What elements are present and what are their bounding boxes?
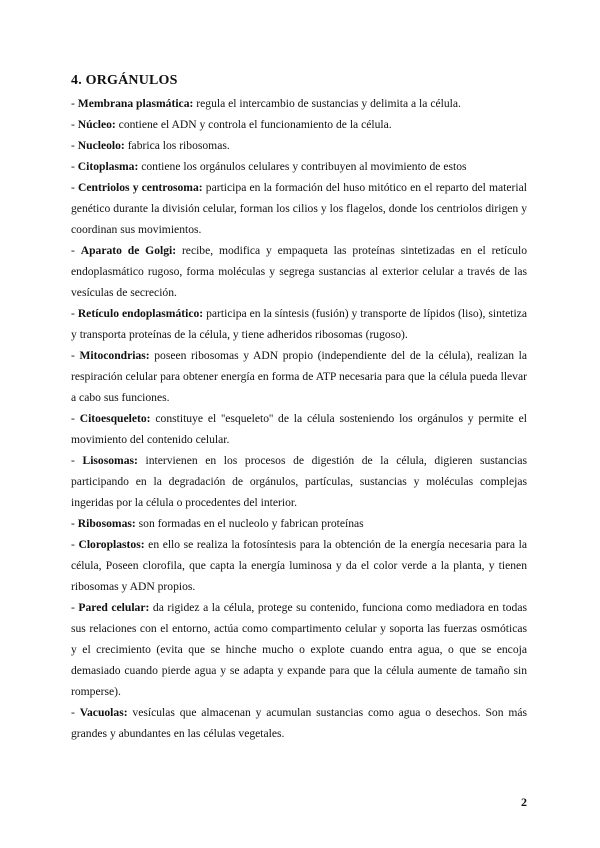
organelle-item xyxy=(71,156,527,177)
organelle-term: Centriolos y centrosoma: xyxy=(78,181,203,194)
item-prefix: - xyxy=(71,244,81,257)
page-content xyxy=(71,72,527,744)
organelle-description: son formadas en el nucleolo y fabrican proteínas xyxy=(138,517,364,530)
organelle-term: Vacuolas: xyxy=(79,706,128,719)
item-prefix: - xyxy=(71,307,78,320)
organelle-description: participa en la síntesis (fusión) y transporte de lípidos (liso), sintetiza y transporta proteínas de la célula, y tiene adheridos ribosomas (rugoso). xyxy=(71,307,527,341)
organelle-term: Citoplasma: xyxy=(77,160,139,173)
organelle-description: en ello se realiza la fotosíntesis para la obtención de la energía necesaria para la célula, Poseen clorofila, que capta la energía luminosa y da el color verde a la planta, y tienen ribosomas y ADN propios. xyxy=(71,538,527,593)
organelle-term: Pared celular: xyxy=(78,601,150,614)
organelle-description: contiene el ADN y controla el funcionamiento de la célula. xyxy=(118,118,392,131)
organelle-term: Nucleolo: xyxy=(77,139,125,152)
organelle-description: intervienen en los procesos de digestión de la célula, digieren sustancias participando en la degradación de orgánulos, partículas, sustancias y moléculas complejas ingeridas por la célula o procedentes del interior. xyxy=(71,454,527,509)
organelle-term: Retículo endoplasmático: xyxy=(77,307,204,320)
organelle-term: Citoesqueleto: xyxy=(79,412,151,425)
organelle-description: constituye el ''esqueleto'' de la célula sosteniendo los orgánulos y permite el movimiento del contenido celular. xyxy=(71,412,528,446)
organelle-item xyxy=(71,177,527,240)
item-prefix: - xyxy=(71,538,79,551)
organelle-term: Mitocondrias: xyxy=(79,349,150,362)
organelle-term: Aparato de Golgi: xyxy=(80,244,177,257)
organelle-item xyxy=(71,135,527,156)
organelle-description: poseen ribosomas y ADN propio (independiente del de la célula), realizan la respiración celular para obtener energía en forma de ATP necesaria para que la célula pueda llevar a cabo sus funciones. xyxy=(71,349,527,404)
item-prefix: - xyxy=(71,454,83,467)
organelle-item xyxy=(71,513,527,534)
organelle-item xyxy=(71,702,527,744)
organelle-item xyxy=(71,303,527,345)
item-prefix: - xyxy=(71,160,78,173)
item-prefix: - xyxy=(71,118,78,131)
organelle-item xyxy=(71,408,527,450)
organelle-description: da rigidez a la célula, protege su contenido, funciona como mediadora en todas sus relaciones con el entorno, actúa como compartimento celular y soporta las fuerzas osmóticas y el crecimiento (evita que se hinche mucho o explote cuando entra agua, o que se encoja demasiado cuando pierde agua y se adapta y expande para que la célula aumente de tamaño sin romperse). xyxy=(71,601,527,698)
organelle-description: regula el intercambio de sustancias y delimita a la célula. xyxy=(196,97,461,110)
organelle-term: Lisosomas: xyxy=(82,454,138,467)
section-heading: 4. ORGÁNULOS xyxy=(71,73,178,88)
item-prefix: - xyxy=(71,139,78,152)
organelle-description: recibe, modifica y empaqueta las proteínas sintetizadas en el retículo endoplasmático rugoso, forma moléculas y segrega sustancias al exterior celular a través de las vesículas de secreción. xyxy=(71,244,528,299)
item-prefix: - xyxy=(71,97,78,110)
organelle-item xyxy=(71,240,527,303)
item-prefix: - xyxy=(71,706,80,719)
organelle-list xyxy=(71,93,527,744)
organelle-term: Cloroplastos: xyxy=(78,538,145,551)
item-prefix: - xyxy=(71,181,79,194)
organelle-item xyxy=(71,597,527,702)
organelle-item xyxy=(71,534,527,597)
organelle-item xyxy=(71,93,527,114)
organelle-description: fabrica los ribosomas. xyxy=(127,139,230,152)
item-prefix: - xyxy=(71,517,78,530)
organelle-term: Ribosomas: xyxy=(77,517,136,530)
organelle-item xyxy=(71,114,527,135)
organelle-item xyxy=(71,345,527,408)
organelle-description: contiene los orgánulos celulares y contribuyen al movimiento de estos xyxy=(141,160,467,173)
item-prefix: - xyxy=(71,601,79,614)
item-prefix: - xyxy=(71,412,80,425)
organelle-description: participa en la formación del huso mitótico en el reparto del material genético durante la división celular, forman los cilios y los flagelos, donde los centriolos dirigen y coordinan sus movimientos. xyxy=(71,181,527,236)
page-number: 2 xyxy=(521,795,527,809)
organelle-term: Membrana plasmática: xyxy=(77,97,194,110)
organelle-term: Núcleo: xyxy=(77,118,116,131)
organelle-item xyxy=(71,450,527,513)
item-prefix: - xyxy=(71,349,80,362)
organelle-description: vesículas que almacenan y acumulan sustancias como agua o desechos. Son más grandes y abundantes en las células vegetales. xyxy=(71,706,527,740)
